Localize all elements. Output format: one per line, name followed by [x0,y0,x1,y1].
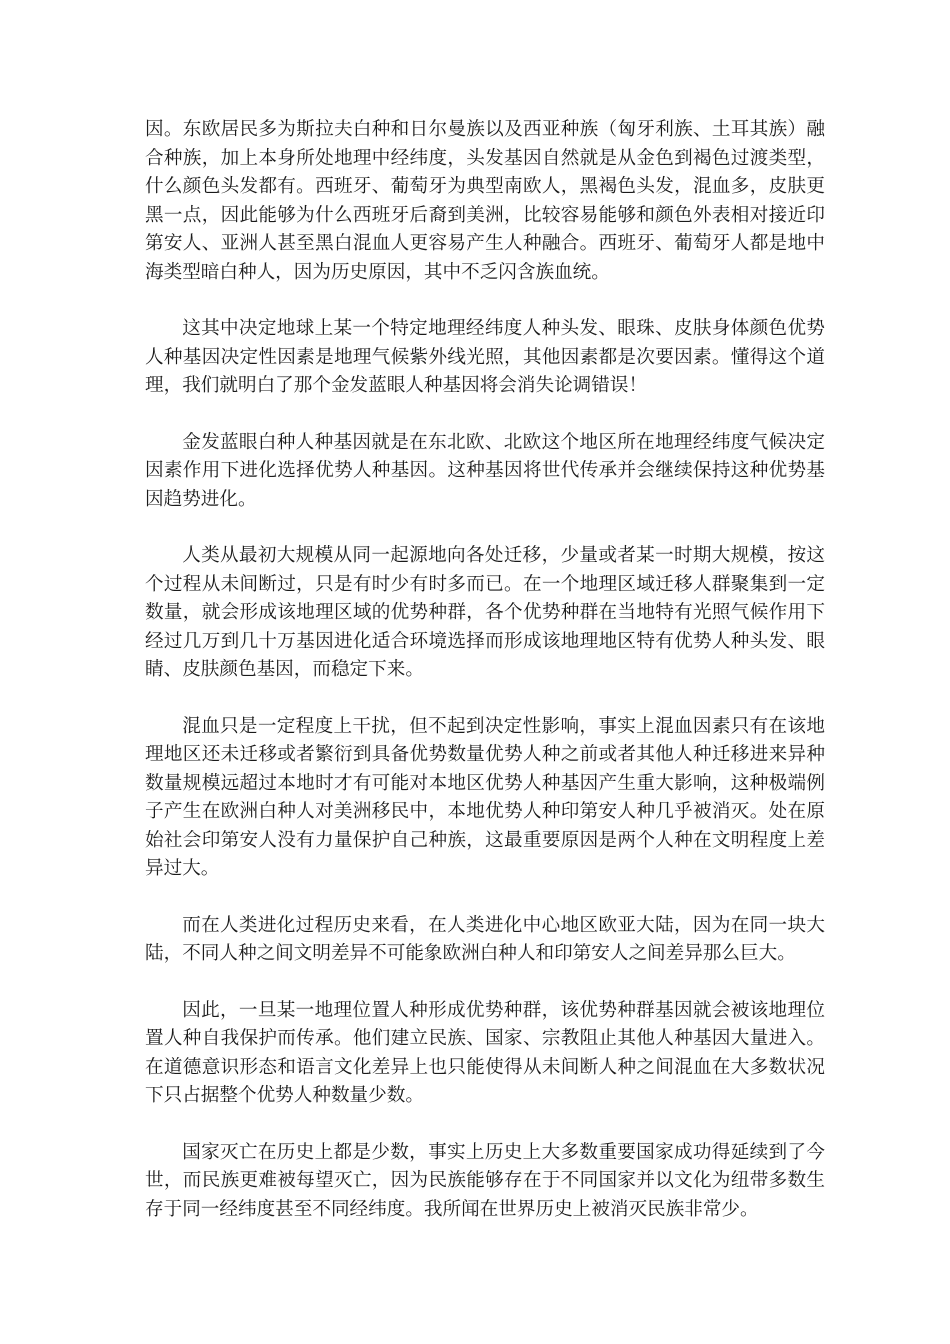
paragraph: 因此，一旦某一地理位置人种形成优势种群，该优势种群基因就会被该地理位置人种自我保护而传承。他们建立民族、国家、宗教阻止其他人种基因大量进入。在道德意识形态和语言文化差异上也只能使得从未间断人种之间混血在大多数状况下只占据整个优势人种数量少数。 [145,999,825,1106]
paragraph: 人类从最初大规模从同一起源地向各处迁移，少量或者某一时期大规模，按这个过程从未间断过，只是有时少有时多而已。在一个地理区域迁移人群聚集到一定数量，就会形成该地理区域的优势种群，各个优势种群在当地特有光照气候作用下经过几万到几十万基因进化适合环境选择而形成该地理地区特有优势人种头发、眼睛、皮肤颜色基因，而稳定下来。 [145,545,825,680]
paragraph: 金发蓝眼白种人种基因就是在东北欧、北欧这个地区所在地理经纬度气候决定因素作用下进化选择优势人种基因。这种基因将世代传承并会继续保持这种优势基因趋势进化。 [145,431,825,510]
paragraph-continuation: 因。东欧居民多为斯拉夫白种和日尔曼族以及西亚种族（匈牙利族、土耳其族）融合种族，加上本身所处地理中经纬度，头发基因自然就是从金色到褐色过渡类型，什么颜色头发都有。西班牙、葡萄牙为典型南欧人，黑褐色头发，混血多，皮肤更黑一点，因此能够为什么西班牙后裔到美洲，比较容易能够和颜色外表相对接近印第安人、亚洲人甚至黑白混血人更容易产生人种融合。西班牙、葡萄牙人都是地中海类型暗白种人，因为历史原因，其中不乏闪含族血统。 [145,119,825,283]
paragraph: 国家灭亡在历史上都是少数，事实上历史上大多数重要国家成功得延续到了今世，而民族更难被每望灭亡，因为民族能够存在于不同国家并以文化为纽带多数生存于同一经纬度甚至不同经纬度。我所闻在世界历史上被消灭民族非常少。 [145,1141,825,1220]
paragraph: 混血只是一定程度上干扰，但不起到决定性影响，事实上混血因素只有在该地理地区还未迁移或者繁衍到具备优势数量优势人种之前或者其他人种迁移进来异种数量规模远超过本地时才有可能对本地区优势人种基因产生重大影响，这种极端例子产生在欧洲白种人对美洲移民中，本地优势人种印第安人种几乎被消灭。处在原始社会印第安人没有力量保护自己种族，这最重要原因是两个人种在文明程度上差异过大。 [145,715,825,879]
document-body [145,116,825,1252]
paragraph: 而在人类进化过程历史来看，在人类进化中心地区欧亚大陆，因为在同一块大陆，不同人种之间文明差异不可能象欧洲白种人和印第安人之间差异那么巨大。 [145,914,825,964]
paragraph: 这其中决定地球上某一个特定地理经纬度人种头发、眼珠、皮肤身体颜色优势人种基因决定性因素是地理气候紫外线光照，其他因素都是次要因素。懂得这个道理，我们就明白了那个金发蓝眼人种基因将会消失论调错误！ [145,318,825,396]
